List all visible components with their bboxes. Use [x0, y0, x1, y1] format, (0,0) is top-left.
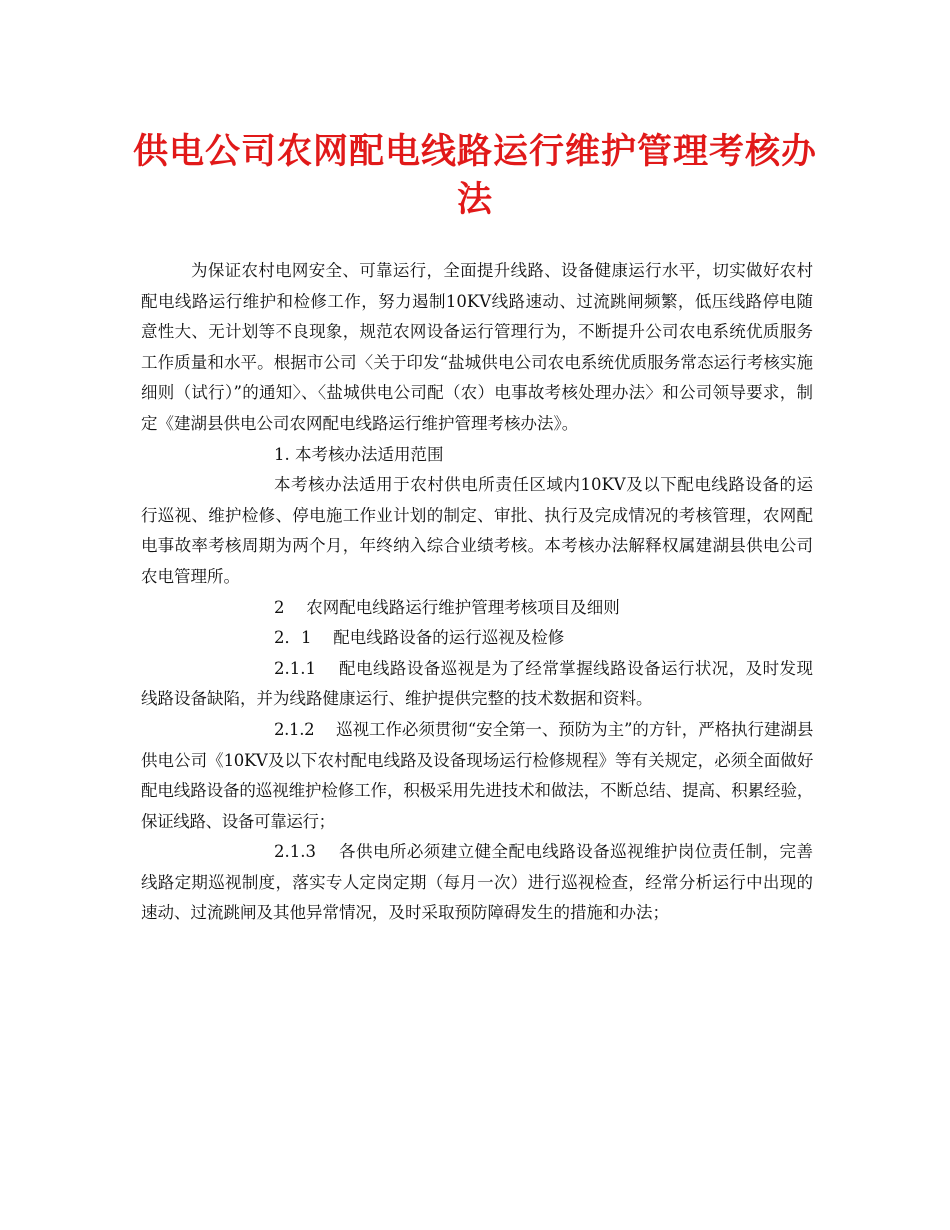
section-1-paragraph: 本考核办法适用于农村供电所责任区域内10KV及以下配电线路设备的运行巡视、维护检修、停电施工作业计划的制定、审批、执行及完成情况的考核管理，农网配电事故率考核周期为两个月，年终纳入综合业绩考核。本考核办法解释权属建湖县供电公司农电管理所。 [141, 475, 813, 586]
document-body [141, 256, 813, 929]
clause-2-1-2-paragraph: 2.1.2 巡视工作必须贯彻“安全第一、预防为主”的方针，严格执行建湖县供电公司《10KV及以下农村配电线路及设备现场运行检修规程》等有关规定，必须全面做好配电线路设备的巡视维护检修工作，积极采用先进技术和做法，不断总结、提高、积累经验，保证线路、设备可靠运行； [141, 719, 813, 831]
section-2-heading: 2 农网配电线路运行维护管理考核项目及细则 [274, 597, 620, 617]
section-2-1-heading: 2．1 配电线路设备的运行巡视及检修 [274, 628, 565, 648]
intro-paragraph: 为保证农村电网安全、可靠运行，全面提升线路、设备健康运行水平，切实做好农村配电线路运行维护和检修工作，努力遏制10KV线路速动、过流跳闸频繁，低压线路停电随意性大、无计划等不良现象，规范农网设备运行管理行为，不断提升公司农电系统优质服务工作质量和水平。根据市公司〈关于印发“盐城供电公司农电系统优质服务常态运行考核实施细则（试行）”的通知〉、〈盐城供电公司配（农）电事故考核处理办法〉和公司领导要求，制定《建湖县供电公司农网配电线路运行维护管理考核办法》。 [141, 261, 813, 433]
section-1-heading: 1. 本考核办法适用范围 [274, 444, 444, 464]
clause-2-1-3-paragraph: 2.1.3 各供电所必须建立健全配电线路设备巡视维护岗位责任制，完善线路定期巡视制度，落实专人定岗定期（每月一次）进行巡视检查，经常分析运行中出现的速动、过流跳闸及其他异常情况，及时采取预防障碍发生的措施和办法； [141, 842, 813, 923]
page-title: 供电公司农网配电线路运行维护管理考核办法 [132, 131, 817, 220]
clause-2-1-1-paragraph: 2.1.1 配电线路设备巡视是为了经常掌握线路设备运行状况，及时发现线路设备缺陷，并为线路健康运行、维护提供完整的技术数据和资料。 [141, 658, 813, 709]
